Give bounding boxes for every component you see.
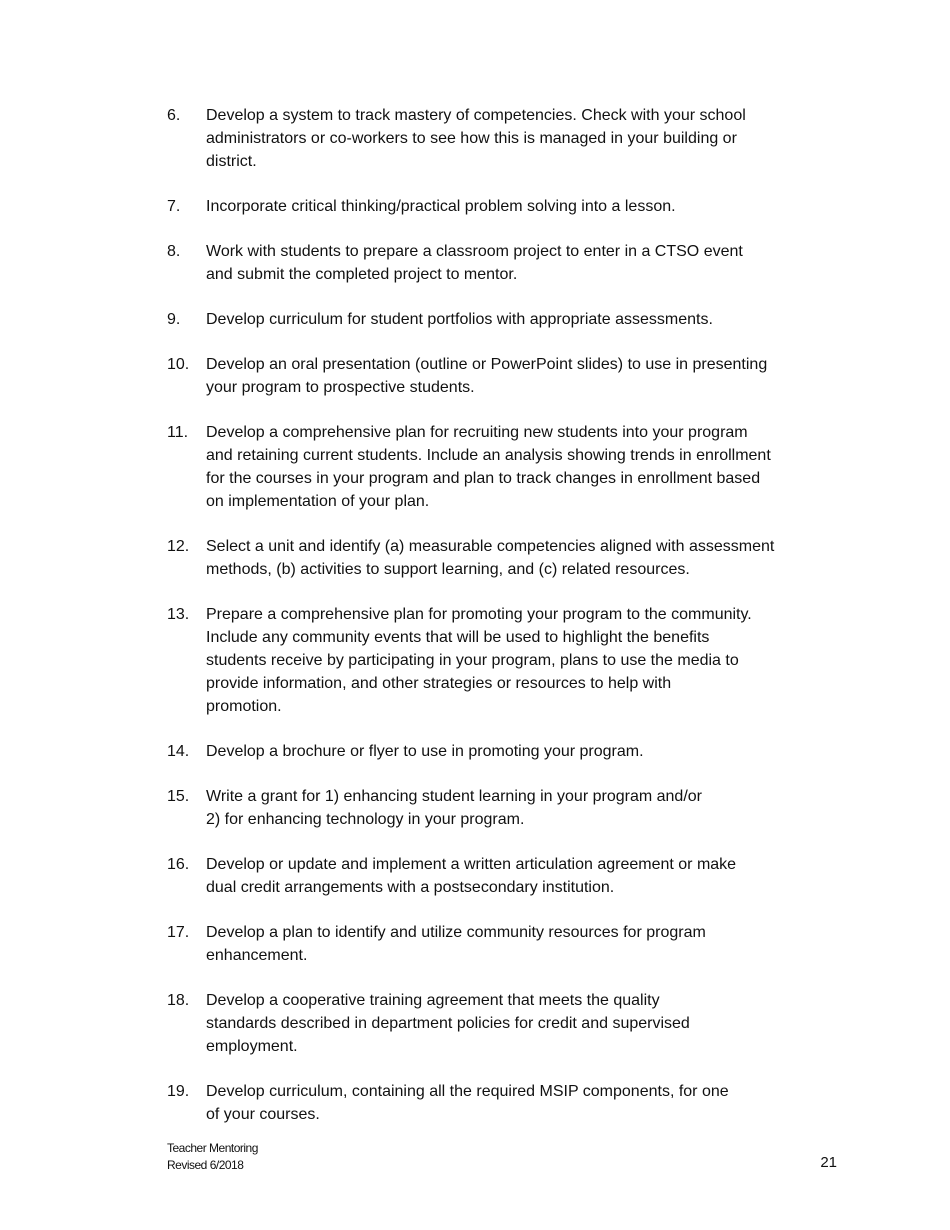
item-text: Prepare a comprehensive plan for promoting your program to the community. Include any community events that will be used to highlight the benefits students receive by participating in your program, plans to use the media to provide information, and other strategies or resources to help with promotion. [206, 606, 752, 715]
item-text: Select a unit and identify (a) measurable competencies aligned with assessment methods, (b) activities to support learning, and (c) related resources. [206, 538, 775, 578]
footer-revision: Revised 6/2018 [167, 1158, 244, 1172]
item-number: 12. [167, 538, 190, 555]
list-item [167, 785, 827, 831]
item-text: Develop curriculum, containing all the required MSIP components, for one of your courses. [206, 1083, 729, 1123]
item-text: Develop a system to track mastery of competencies. Check with your school administrators or co-workers to see how this is managed in your building or district. [206, 107, 746, 170]
item-text: Work with students to prepare a classroom project to enter in a CTSO event and submit the completed project to mentor. [206, 243, 743, 283]
footer-title: Teacher Mentoring [167, 1141, 258, 1155]
list-item [167, 353, 827, 399]
item-text: Develop a comprehensive plan for recruiting new students into your program and retaining current students. Include an analysis showing trends in enrollment for the courses in your program and plan to track changes in enrollment based on implementation of your plan. [206, 424, 771, 510]
list-item [167, 195, 827, 218]
list-item [167, 740, 827, 763]
list-item [167, 308, 827, 331]
item-number: 8. [167, 243, 181, 260]
list-item [167, 989, 827, 1058]
item-number: 16. [167, 856, 190, 873]
list-item [167, 603, 827, 718]
item-text: Develop a cooperative training agreement that meets the quality standards described in department policies for credit and supervised employment. [206, 992, 690, 1055]
list-item [167, 104, 827, 173]
page-number: 21 [820, 1154, 837, 1171]
page-footer [167, 1140, 258, 1174]
item-number: 11. [167, 424, 189, 441]
item-text: Develop a plan to identify and utilize community resources for program enhancement. [206, 924, 706, 964]
item-text: Develop a brochure or flyer to use in promoting your program. [206, 743, 644, 760]
item-number: 13. [167, 606, 190, 623]
item-number: 6. [167, 107, 181, 124]
item-number: 15. [167, 788, 190, 805]
item-number: 14. [167, 743, 190, 760]
item-number: 10. [167, 356, 190, 373]
item-number: 9. [167, 311, 181, 328]
item-number: 7. [167, 198, 181, 215]
item-number: 17. [167, 924, 190, 941]
item-text: Develop or update and implement a written articulation agreement or make dual credit arrangements with a postsecondary institution. [206, 856, 737, 896]
item-text: Incorporate critical thinking/practical problem solving into a lesson. [206, 198, 676, 215]
list-item [167, 535, 827, 581]
item-text: Develop an oral presentation (outline or PowerPoint slides) to use in presenting your program to prospective students. [206, 356, 768, 396]
item-text: Write a grant for 1) enhancing student learning in your program and/or 2) for enhancing technology in your program. [206, 788, 702, 828]
task-list [167, 104, 827, 1148]
list-item [167, 853, 827, 899]
list-item [167, 240, 827, 286]
item-number: 19. [167, 1083, 190, 1100]
item-text: Develop curriculum for student portfolios with appropriate assessments. [206, 311, 713, 328]
list-item [167, 421, 827, 513]
item-number: 18. [167, 992, 190, 1009]
list-item [167, 1080, 827, 1126]
list-item [167, 921, 827, 967]
